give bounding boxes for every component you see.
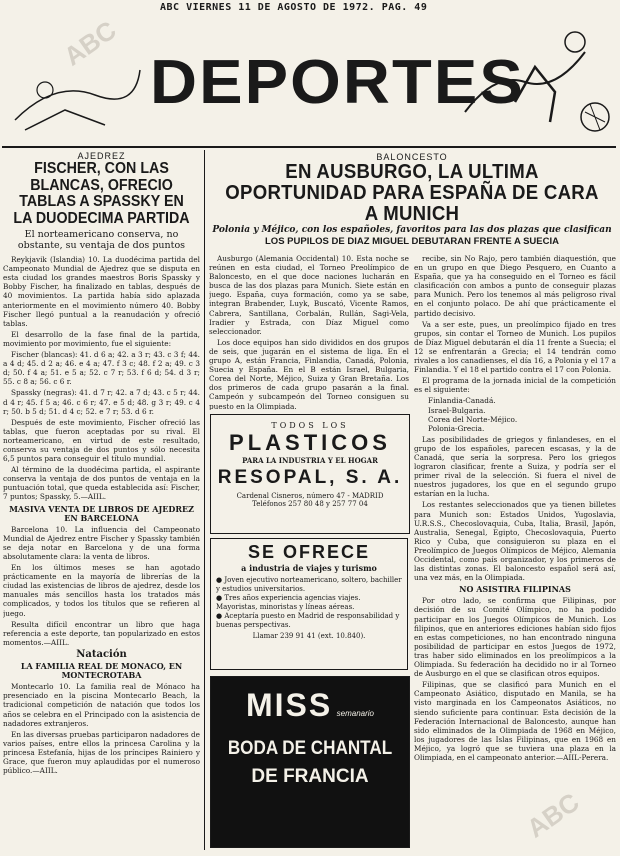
ad-miss-brand: MISS: [245, 687, 333, 723]
column-divider: [204, 150, 205, 850]
fixture-item: Israel-Bulgaria.: [428, 405, 486, 415]
fixture-item: Finlandia-Canadá.: [428, 396, 496, 406]
chess-paragraph: Barcelona 10. La influencia del Campeonato Mundial de Ajedrez entre Fischer y Spassky también se deja notar en Barcelona y de una forma absolutamente clara: la venta de libros.: [3, 524, 200, 561]
basketball-paragraph: Filipinas, que se clasificó para Munich en el Campeonato Asiático, disputado en Manila, se ha visto marginada en los Campeonatos Asiáticos, no siendo suficiente para continuar. Esta decisión de la Federación Internacional de Baloncesto, aunque han sido eliminados de la Olimpiada de 1968 en Méjico, los jugadores de las Islas Filipinas, que en 1968 en Méjico, ya logró que se tuviera una plaza en la Olimpiada, en el campeonato anterior.—AIIL-Perera.: [414, 680, 616, 762]
chess-kicker: AJEDREZ: [77, 152, 126, 161]
basketball-paragraph: Por otro lado, se confirma que Filipinas, por decisión de su Comité Olímpico, no ha podido participar en los Juegos Olímpicos de Munich. Los filipinos, que en anteriores ediciones habían sido fijos en estas competiciones, no han encontrado ninguna posibilidad de participar en estos Juegos de 1972, tras haber sido eliminados en los preolímpicos a la Olimpiada. Su federación ha decidido no ir al Torneo de Ausburgo en el que se clasifican otros equipos.: [414, 596, 616, 679]
basketball-paragraph: Los doce equipos han sido divididos en dos grupos de seis, que jugarán en el sistema de liga. En el grupo A, están Francia, Finlandia, Canadá, Polonia, Suecia y España. En el B están Israel, Bulgaria, Corea del Norte, Méjico, Suiza y Gran Bretaña. Los dos primeros de cada grupo pasarán a la final. Campeón y subcampeón del Torneo consiguen su puesto en la Olimpiada.: [209, 337, 409, 410]
ad-contact: Llamar 239 91 41 (ext. 10.840).: [252, 632, 366, 640]
basketball-headline: EN AUSBURGO, LA ULTIMA OPORTUNIDAD PARA ESPAÑA DE CARA A MUNICH: [225, 161, 599, 225]
ad-miss-line1: BODA DE CHANTAL: [227, 738, 393, 759]
chess-headline: FISCHER, CON LAS BLANCAS, OFRECIO TABLAS A SPASSKY EN LA DUODECIMA PARTIDA: [13, 160, 190, 227]
basketball-header: [208, 152, 616, 247]
basketball-section-heading: NO ASISTIRA FILIPINAS: [459, 584, 571, 595]
basketball-paragraph: El programa de la jornada inicial de la competición es el siguiente:: [414, 376, 616, 395]
chess-paragraph: Resulta difícil encontrar un libro que haga referencia a este deporte, tan popularizado en estos momentos.—AIIL.: [3, 619, 200, 647]
sports-illustration: [455, 12, 615, 142]
watermark: ABC: [58, 14, 122, 72]
issue-header: ABC VIERNES 11 DE AGOSTO DE 1972. PAG. 49: [160, 2, 428, 13]
ad-subtitle: a industria de viajes y turismo: [241, 563, 377, 573]
ad-item: ● Tres años experiencia agencias viajes. Mayoristas, minoristas y líneas aéreas.: [216, 594, 361, 611]
ad-miss-line2: DE FRANCIA: [251, 766, 369, 787]
swimming-paragraph: Montecarlo 10. La familia real de Mónaco ha presenciado en la piscina Montecarlo Beach, la tradicional competición de natación que todos los años se celebra en el Principado con la asistencia de nadadores extranjeros.: [3, 682, 200, 728]
ad-title: SE OFRECE: [247, 542, 371, 562]
ad-item: ● Joven ejecutivo norteamericano, soltero, bachiller y estudios universitarios.: [216, 576, 402, 593]
ad-miss-tag: semanario: [336, 709, 375, 718]
basketball-column-1: [209, 254, 409, 410]
ad-line: PARA LA INDUSTRIA Y EL HOGAR: [242, 456, 378, 465]
fixture-item: Corea del Norte-Méjico.: [428, 414, 518, 424]
header-rule: [2, 146, 616, 148]
chess-subhead: El norteamericano conserva, no obstante, su ventaja de dos puntos: [17, 229, 186, 252]
basketball-paragraph: Ausburgo (Alemania Occidental) 10. Esta noche se reúnen en esta ciudad, el Torneo Preolímpico de Baloncesto, en el que doce naciones lucharán en busca de las dos plazas para Munich. Siete están en juego. España, cuya formación, como ya se sabe, integran Brabender, Luyk, Buscató, Vicente Ramos, Cabrera, Santillana, Corbalán, Rullán, Sagi-Vela, Iradier y Estrada, con Díaz Miguel como seleccionador.: [209, 254, 409, 336]
basketball-paragraph: Las posibilidades de griegos y finlandeses, en el grupo de los españoles, parecen escasas, y la de Canadá, que sería la sorpresa. Pero los griegos lograron clasificar, frente a Suiza, y podría ser el primer rival de la selección. Si fuera el nivel de nuestros jugadores, los que en el segundo grupo estarían en la lucha.: [414, 434, 616, 499]
basketball-subhead: Polonia y Méjico, con los españoles, favoritos para las dos plazas que clasifican: [212, 225, 612, 235]
basketball-paragraph: recibe, sin No Rajo, pero también diaquestión, que en un grupo en que Diego Pesquero, en Cuanto a España, que ya ha conseguido en el Torneo es fácil clasificación con ambos a punto de conseguir plazas para Munich. Pero los tenemos al más peligroso rival en el conjunto polaco. De ahí que prácticamente el partido decisivo.: [414, 254, 616, 318]
ad-line: TODOS LOS: [271, 421, 349, 430]
ad-se-ofrece: [210, 538, 408, 670]
swimming-paragraph: En las diversas pruebas participaron nadadores de varios países, entre ellos la princesa Carolina y la princesa Estefanía, hijas de los príncipes Rainiero y Grace, que fueron muy aplaudidas por el numeroso público.—AIIL.: [3, 729, 200, 776]
chess-paragraph: Después de este movimiento, Fischer ofreció las tablas, que fueron aceptadas por su rival. El norteamericano, en virtud de este resultado, conserva su ventaja de dos puntos y sólo necesita 6,5 puntos para conseguir el título mundial.: [3, 417, 200, 464]
basketball-column-2: [414, 254, 616, 850]
basketball-paragraph: Va a ser este, pues, un preolímpico fijado en tres grupos, sin contar el Torneo de Munich. Los pupilos de Díaz Miguel debutarán el día 11 frente a Suecia; el 12 se enfrentarán a Grecia; el 14 tendrán como rivales a los canadienses, el día 16, a Polonia y el 17 a Finlandia. Y el 18 el partido contra el 17 con Polonia.: [414, 319, 616, 375]
chess-paragraph: El desarrollo de la fase final de la partida, movimiento por movimiento, fue el siguiente:: [3, 329, 200, 348]
swimming-heading: LA FAMILIA REAL DE MONACO, EN MONTECROTABA: [20, 661, 183, 681]
ad-item: ● Aceptaría puesto en Madrid de responsabilidad y buenas perspectivas.: [216, 612, 400, 629]
ad-company: RESOPAL, S. A.: [217, 467, 403, 488]
watermark: ABC: [521, 786, 585, 844]
chess-paragraph: Al término de la duodécima partida, el aspirante conserva la ventaja de dos puntos de ventaja en la puntuación total, que queda establecida así: Fischer, 7 puntos; Spassky, 5.—AIIL.: [3, 465, 200, 502]
chess-paragraph: Reykjavik (Islandia) 10. La duodécima partida del Campeonato Mundial de Ajedrez que se disputa en esta ciudad los grandes maestros Boris Spassky y Bobby Fischer, ha finalizado en tablas, después de 40 movimientos. La partida había sido aplazada anteriormente en el movimiento número 40. Bobby Fischer llegó puntual a la reanudación y ofreció tablas.: [3, 255, 200, 328]
chess-section-heading: MASIVA VENTA DE LIBROS DE AJEDREZ EN BARCELONA: [9, 503, 194, 523]
basketball-kicker: BALONCESTO: [376, 152, 448, 162]
section-masthead: DEPORTES: [150, 48, 525, 117]
ad-phones: Teléfonos 257 80 48 y 257 77 04: [252, 500, 368, 508]
swimming-kicker: Natación: [76, 648, 127, 660]
chess-paragraph: En los últimos meses se han agotado prácticamente en la mayoría de librerías de la ciudad las existencias de libros de ajedrez, desde los manuales más sencillos hasta los tratados más complicados, y todos los títulos que se refieren al juego.: [3, 563, 200, 618]
fixtures-list: [414, 396, 616, 432]
chess-moves-black: Spassky (negras): 41. d 7 r; 42. a 7 d; 43. c 5 r; 44. d 4 r; 45. f 5 a; 46. c 6 r; 47. e 5 d; 48. g 3 r; 49. c 4 r; 50. b 5 d; 51. d 4 c; 52. e 7 r; 53. d 6 r.: [3, 388, 200, 416]
chess-moves-white: Fischer (blancas): 41. d 6 a; 42. a 3 r; 43. c 3 f; 44. a 4 d; 45. d 2 a; 46. e 4 a; 47. f 3 c; 48. f 2 a; 49. c 3 d; 50. f 4 a; 51. e 5 a; 52. c 7 r; 53. f 6 d; 54. d 3 r; 55. c 8 a; 56. c 6 r.: [3, 350, 200, 387]
chess-column: [3, 152, 200, 852]
fixture-item: Polonia-Grecia.: [428, 423, 485, 433]
ad-address: Cardenal Cisneros, número 47 - MADRID: [236, 492, 384, 500]
ad-title: PLASTICOS: [229, 430, 391, 455]
ad-miss: [210, 676, 410, 848]
ad-plasticos: [210, 414, 410, 534]
basketball-paragraph: Los restantes seleccionados que ya tienen billetes para Munich son: Estados Unidos, Yugoslavia, U.R.S.S., Checoslovaquia, Cuba, Italia, Brasil, Japón, Australia, Senegal, Egipto, Checoslovaquia, Puerto Rico y Cuba, que consiguieron su plaza en el Preolímpico de Juegos Olímpicos de Méjico, Alemania Occidental, como país organizador, y los primeros de las distintas zonas. El baloncesto español será así, una vez más, en la Olimpiada.: [414, 500, 616, 583]
basketball-subhead-2: LOS PUPILOS DE DIAZ MIGUEL DEBUTARAN FRENTE A SUECIA: [265, 236, 559, 247]
